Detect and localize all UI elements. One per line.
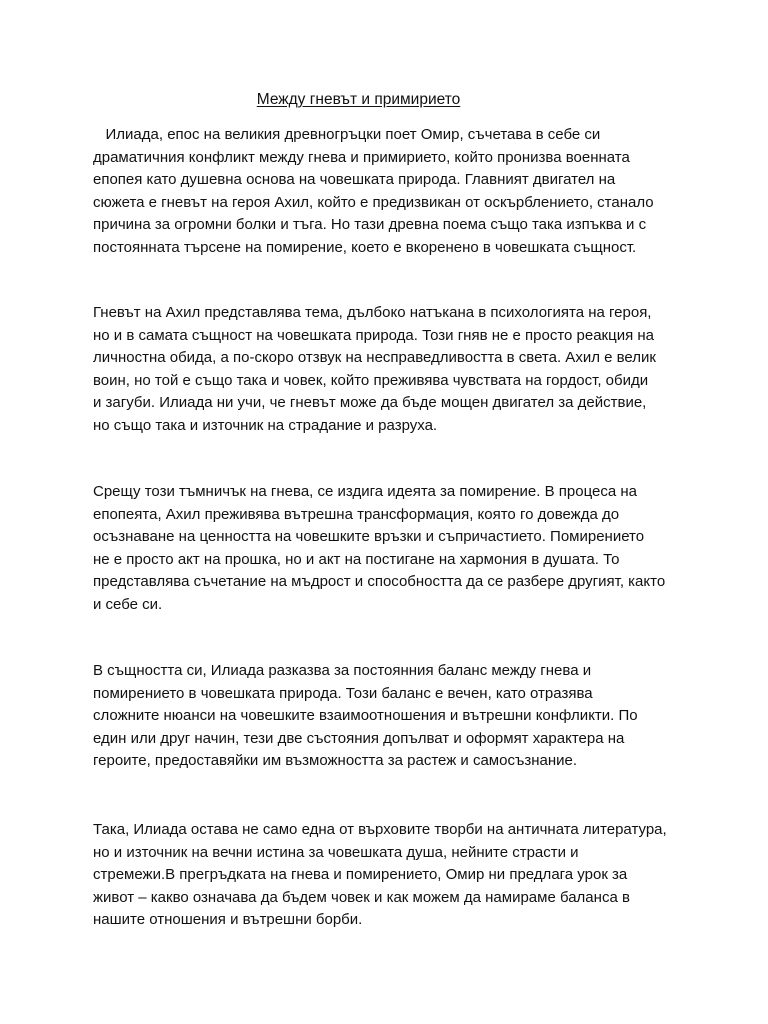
- paragraph-line: но и в самата същност на човешката природа. Този гняв не е просто реакция на: [93, 326, 655, 344]
- line-text: Илиада, епос на великия древногръцки поет Омир, съчетава в себе си: [105, 126, 601, 143]
- paragraph-line: и загуби. Илиада ни учи, че гневът може да бъде мощен двигател за действие,: [93, 394, 647, 412]
- paragraph-line: личностна обида, а по-скоро отзвук на несправедливостта в света. Ахил е велик: [93, 349, 656, 367]
- paragraph-2: [93, 302, 683, 438]
- paragraph-line: един или друг начин, тези две състояния допълват и оформят характера на: [93, 729, 625, 747]
- paragraph-line: но и източник на вечни истина за човешката душа, нейните страсти и: [93, 843, 579, 861]
- paragraph-line: постоянната търсене на помирение, което е вкоренено в човешката същност.: [93, 238, 637, 256]
- paragraph-line: драматичния конфликт между гнева и примирието, който пронизва военната: [93, 148, 630, 166]
- paragraph-line: героите, предоставяйки им възможността за растеж и самосъзнание.: [93, 752, 578, 770]
- paragraph-4: [93, 660, 683, 773]
- paragraph-line: живот – какво означава да бъдем човек и как можем да намираме баланса в: [93, 888, 630, 906]
- paragraph-line: и себе си.: [93, 595, 163, 613]
- paragraph-indent: [93, 126, 106, 143]
- paragraph-line: епопеята, Ахил преживява вътрешна трансформация, която го довежда до: [93, 505, 620, 523]
- paragraph-line: представлява съчетание на мъдрост и способността да се разбере другият, както: [93, 573, 666, 591]
- paragraph-line: Срещу този тъмничък на гнева, се издига идеята за помирение. В процеса на: [93, 483, 637, 500]
- paragraph-line: Гневът на Ахил представлява тема, дълбоко натъкана в психологията на героя,: [93, 304, 652, 321]
- paragraph-line: Така, Илиада остава не само една от върховите творби на античната литература,: [93, 821, 667, 838]
- paragraph-line: осъзнаване на ценността на човешките връзки и съпричастието. Помирението: [93, 528, 645, 546]
- paragraph-line: [93, 124, 683, 147]
- paragraph-line: причина за огромни болки и тъга. Но тази древна поема също така изпъква и с: [93, 216, 647, 234]
- paragraph-line: епопея като душевна основа на човешката природа. Главният двигател на: [93, 171, 616, 189]
- paragraph-5: [93, 819, 683, 932]
- paragraph-1: [93, 124, 683, 260]
- paragraph-line: воин, но той е също така и човек, който преживява чувствата на гордост, обиди: [93, 371, 649, 389]
- paragraph-3: [93, 481, 683, 617]
- paragraph-line: стремежи.В прегръдката на гнева и помирението, Омир ни предлага урок за: [93, 866, 628, 884]
- document-title-text: Между гневът и примирието: [256, 91, 461, 108]
- paragraph-line: сложните нюанси на човешките взаимоотношения и вътрешни конфликти. По: [93, 707, 638, 725]
- paragraph-line: не е просто акт на прошка, но и акт на постигане на хармония в душата. То: [93, 550, 620, 568]
- paragraph-line: нашите отношения и вътрешни борби.: [93, 911, 363, 929]
- paragraph-line: помирението в човешката природа. Този баланс е вечен, като отразява: [93, 684, 593, 702]
- paragraph-line: но също така и източник на страдание и разруха.: [93, 416, 438, 434]
- document-title: [0, 89, 717, 111]
- paragraph-line: В същността си, Илиада разказва за постоянния баланс между гнева и: [93, 662, 592, 679]
- paragraph-line: сюжета е гневът на героя Ахил, който е предизвикан от оскърблението, станало: [93, 193, 654, 211]
